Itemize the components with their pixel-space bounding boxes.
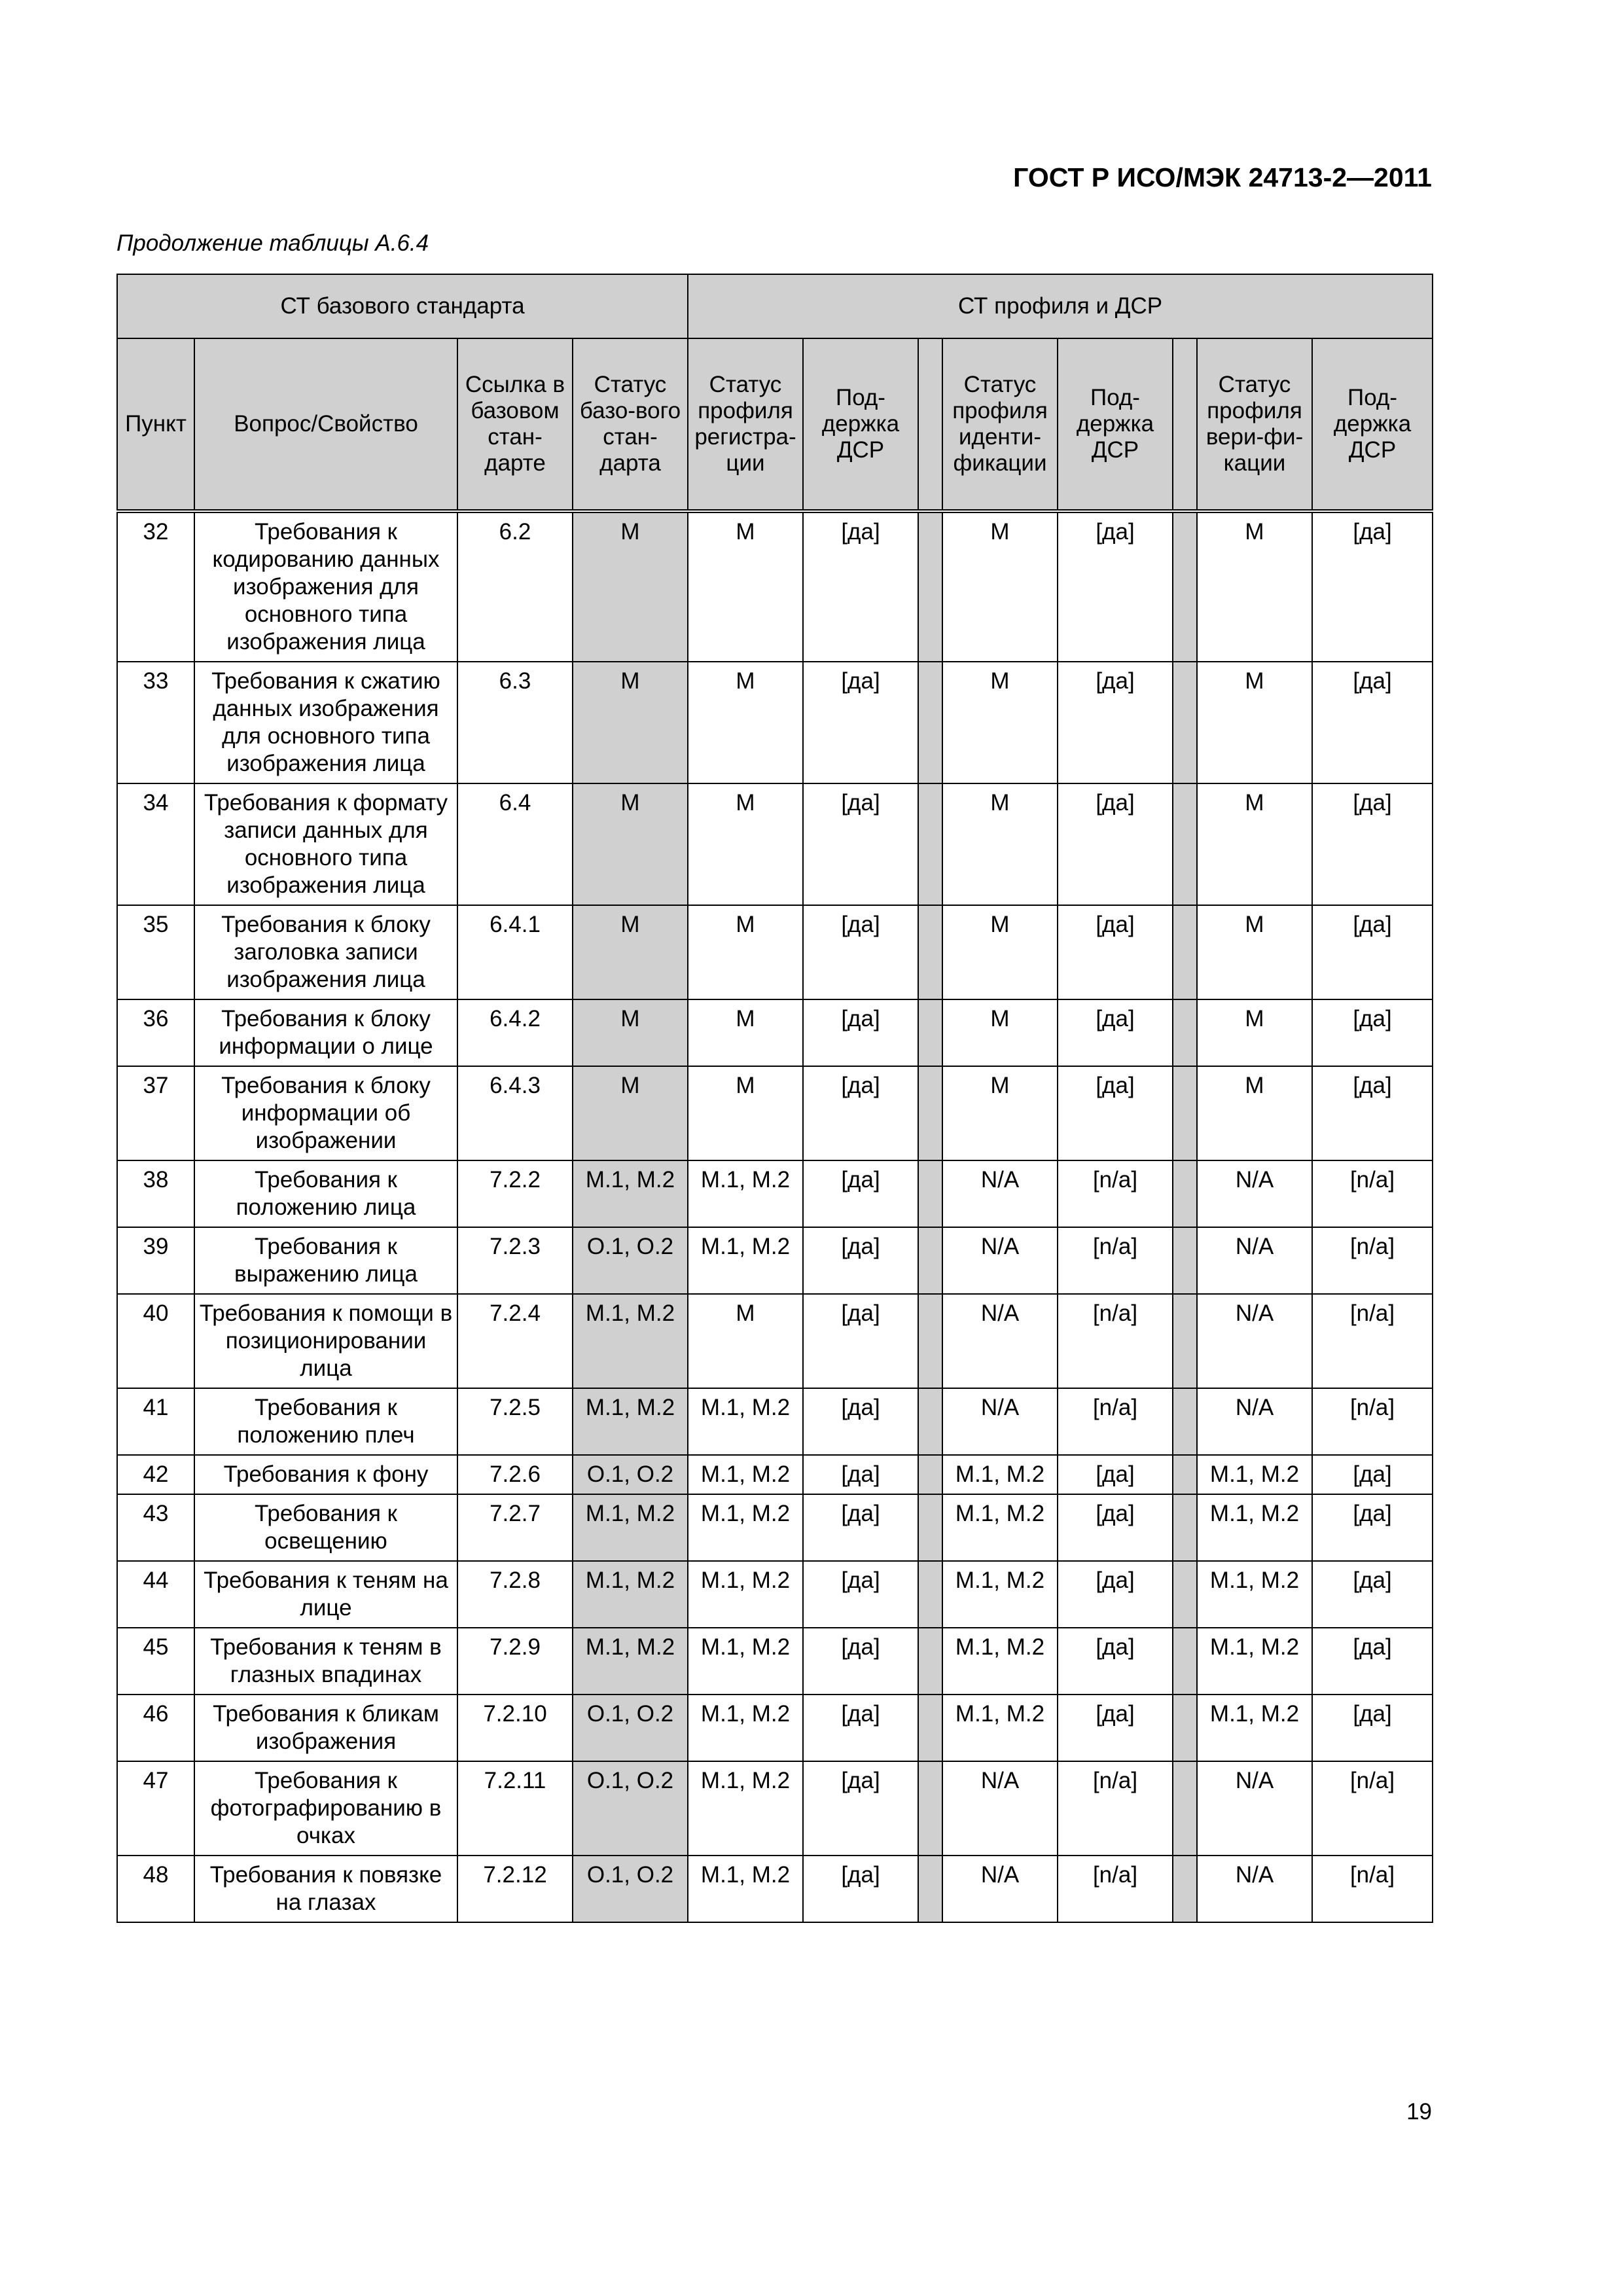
cell-registration-support: [да] — [803, 1561, 918, 1628]
cell-question: Требования к блоку заголовка записи изображения лица — [194, 905, 457, 999]
cell-item-number: 40 — [117, 1294, 194, 1388]
cell-identification-support: [n/a] — [1058, 1388, 1173, 1455]
cell-verification-status: N/A — [1197, 1856, 1312, 1922]
cell-item-number: 34 — [117, 783, 194, 905]
cell-base-ref: 6.3 — [457, 662, 573, 783]
cell-separator — [918, 1160, 942, 1227]
cell-separator — [1173, 1761, 1197, 1856]
cell-separator — [918, 1066, 942, 1160]
cell-item-number: 36 — [117, 999, 194, 1066]
cell-question: Требования к выражению лица — [194, 1227, 457, 1294]
cell-base-status: M — [573, 1066, 688, 1160]
cell-base-ref: 7.2.6 — [457, 1455, 573, 1494]
cell-base-status: M.1, M.2 — [573, 1494, 688, 1561]
cell-base-ref: 6.4.1 — [457, 905, 573, 999]
cell-identification-status: M — [942, 662, 1058, 783]
cell-verification-status: N/A — [1197, 1160, 1312, 1227]
cell-registration-status: M — [688, 783, 803, 905]
cell-identification-support: [да] — [1058, 1561, 1173, 1628]
table-row — [117, 1455, 1433, 1494]
table-row — [117, 1494, 1433, 1561]
col-header-identification-status: Статус профиля иденти-фикации — [942, 338, 1058, 511]
cell-verification-support: [n/a] — [1312, 1388, 1433, 1455]
cell-question: Требования к помощи в позиционировании лица — [194, 1294, 457, 1388]
cell-identification-status: N/A — [942, 1160, 1058, 1227]
cell-base-status: M — [573, 999, 688, 1066]
cell-base-status: O.1, O.2 — [573, 1227, 688, 1294]
cell-item-number: 35 — [117, 905, 194, 999]
cell-verification-status: N/A — [1197, 1227, 1312, 1294]
cell-verification-status: N/A — [1197, 1761, 1312, 1856]
cell-separator — [1173, 1227, 1197, 1294]
cell-base-ref: 7.2.10 — [457, 1695, 573, 1761]
cell-question: Требования к фотографированию в очках — [194, 1761, 457, 1856]
cell-verification-support: [n/a] — [1312, 1160, 1433, 1227]
cell-registration-support: [да] — [803, 1494, 918, 1561]
cell-separator — [1173, 1160, 1197, 1227]
cell-question: Требования к положению плеч — [194, 1388, 457, 1455]
cell-separator — [918, 1294, 942, 1388]
cell-verification-status: M — [1197, 511, 1312, 662]
cell-separator — [918, 662, 942, 783]
cell-registration-support: [да] — [803, 1160, 918, 1227]
cell-separator — [1173, 662, 1197, 783]
table-row — [117, 1856, 1433, 1922]
table-row — [117, 1066, 1433, 1160]
cell-separator — [1173, 1561, 1197, 1628]
cell-identification-status: M.1, M.2 — [942, 1695, 1058, 1761]
cell-separator — [1173, 905, 1197, 999]
cell-verification-support: [да] — [1312, 905, 1433, 999]
cell-registration-status: M.1, M.2 — [688, 1856, 803, 1922]
cell-registration-support: [да] — [803, 1695, 918, 1761]
group-header-base: СТ базового стандарта — [117, 274, 688, 338]
cell-registration-support: [да] — [803, 662, 918, 783]
cell-verification-status: M — [1197, 1066, 1312, 1160]
cell-registration-support: [да] — [803, 1066, 918, 1160]
cell-base-status: M — [573, 905, 688, 999]
cell-identification-support: [n/a] — [1058, 1856, 1173, 1922]
cell-base-ref: 7.2.5 — [457, 1388, 573, 1455]
col-header-identification-support: Под-держка ДСР — [1058, 338, 1173, 511]
cell-question: Требования к фону — [194, 1455, 457, 1494]
cell-separator — [918, 905, 942, 999]
col-header-base-ref: Ссылка в базовом стан-дарте — [457, 338, 573, 511]
cell-question: Требования к бликам изображения — [194, 1695, 457, 1761]
cell-registration-status: M — [688, 905, 803, 999]
cell-item-number: 42 — [117, 1455, 194, 1494]
cell-verification-status: M — [1197, 662, 1312, 783]
cell-identification-support: [да] — [1058, 905, 1173, 999]
cell-separator — [1173, 1856, 1197, 1922]
table-row — [117, 1227, 1433, 1294]
cell-registration-support: [да] — [803, 1628, 918, 1695]
cell-separator — [1173, 1066, 1197, 1160]
cell-item-number: 44 — [117, 1561, 194, 1628]
cell-item-number: 47 — [117, 1761, 194, 1856]
cell-verification-support: [n/a] — [1312, 1227, 1433, 1294]
cell-question: Требования к кодированию данных изображения для основного типа изображения лица — [194, 511, 457, 662]
cell-separator — [1173, 1494, 1197, 1561]
cell-verification-status: M.1, M.2 — [1197, 1695, 1312, 1761]
cell-base-status: M.1, M.2 — [573, 1160, 688, 1227]
cell-registration-support: [да] — [803, 905, 918, 999]
cell-identification-support: [n/a] — [1058, 1227, 1173, 1294]
cell-registration-status: M.1, M.2 — [688, 1227, 803, 1294]
cell-identification-status: N/A — [942, 1856, 1058, 1922]
cell-identification-status: M — [942, 905, 1058, 999]
cell-verification-status: M — [1197, 783, 1312, 905]
cell-identification-status: M.1, M.2 — [942, 1561, 1058, 1628]
cell-identification-support: [да] — [1058, 999, 1173, 1066]
cell-registration-status: M — [688, 511, 803, 662]
cell-identification-support: [да] — [1058, 1455, 1173, 1494]
cell-question: Требования к блоку информации о лице — [194, 999, 457, 1066]
cell-identification-support: [да] — [1058, 1066, 1173, 1160]
cell-separator — [1173, 1455, 1197, 1494]
cell-question: Требования к положению лица — [194, 1160, 457, 1227]
cell-base-ref: 6.4 — [457, 783, 573, 905]
cell-registration-status: M.1, M.2 — [688, 1494, 803, 1561]
cell-registration-status: M — [688, 1294, 803, 1388]
cell-verification-status: M — [1197, 999, 1312, 1066]
cell-registration-status: M.1, M.2 — [688, 1695, 803, 1761]
cell-verification-support: [да] — [1312, 1494, 1433, 1561]
col-header-verification-status: Статус профиля вери-фи-кации — [1197, 338, 1312, 511]
cell-question: Требования к блоку информации об изображении — [194, 1066, 457, 1160]
cell-separator — [918, 999, 942, 1066]
col-separator — [918, 338, 942, 511]
cell-base-status: O.1, O.2 — [573, 1761, 688, 1856]
cell-verification-support: [да] — [1312, 783, 1433, 905]
cell-base-ref: 7.2.4 — [457, 1294, 573, 1388]
col-separator — [1173, 338, 1197, 511]
cell-registration-support: [да] — [803, 999, 918, 1066]
col-header-registration-support: Под-держка ДСР — [803, 338, 918, 511]
col-header-registration-status: Статус профиля регистра-ции — [688, 338, 803, 511]
cell-item-number: 37 — [117, 1066, 194, 1160]
cell-verification-status: M.1, M.2 — [1197, 1628, 1312, 1695]
cell-separator — [1173, 783, 1197, 905]
table-row — [117, 1561, 1433, 1628]
cell-question: Требования к теням на лице — [194, 1561, 457, 1628]
cell-item-number: 48 — [117, 1856, 194, 1922]
cell-verification-support: [n/a] — [1312, 1294, 1433, 1388]
cell-separator — [1173, 1388, 1197, 1455]
cell-separator — [918, 783, 942, 905]
cell-base-ref: 7.2.9 — [457, 1628, 573, 1695]
table-row — [117, 662, 1433, 783]
table-caption: Продолжение таблицы А.6.4 — [116, 230, 429, 256]
cell-verification-support: [да] — [1312, 662, 1433, 783]
cell-base-status: O.1, O.2 — [573, 1455, 688, 1494]
col-header-verification-support: Под-держка ДСР — [1312, 338, 1433, 511]
cell-separator — [1173, 1695, 1197, 1761]
cell-verification-support: [да] — [1312, 999, 1433, 1066]
cell-verification-status: M.1, M.2 — [1197, 1494, 1312, 1561]
cell-base-status: M — [573, 783, 688, 905]
cell-verification-support: [да] — [1312, 511, 1433, 662]
cell-registration-support: [да] — [803, 1761, 918, 1856]
cell-identification-status: N/A — [942, 1388, 1058, 1455]
cell-registration-support: [да] — [803, 783, 918, 905]
cell-registration-status: M — [688, 1066, 803, 1160]
cell-separator — [918, 1695, 942, 1761]
cell-separator — [1173, 1294, 1197, 1388]
cell-question: Требования к сжатию данных изображения для основного типа изображения лица — [194, 662, 457, 783]
cell-registration-status: M.1, M.2 — [688, 1628, 803, 1695]
cell-base-status: O.1, O.2 — [573, 1695, 688, 1761]
cell-verification-support: [n/a] — [1312, 1856, 1433, 1922]
cell-registration-support: [да] — [803, 1294, 918, 1388]
cell-base-ref: 6.4.2 — [457, 999, 573, 1066]
table-row — [117, 905, 1433, 999]
cell-base-status: M.1, M.2 — [573, 1628, 688, 1695]
cell-registration-support: [да] — [803, 1455, 918, 1494]
table-row — [117, 511, 1433, 662]
cell-item-number: 38 — [117, 1160, 194, 1227]
cell-separator — [918, 1856, 942, 1922]
cell-question: Требования к повязке на глазах — [194, 1856, 457, 1922]
cell-verification-status: N/A — [1197, 1388, 1312, 1455]
cell-registration-status: M.1, M.2 — [688, 1455, 803, 1494]
table-row — [117, 783, 1433, 905]
cell-item-number: 32 — [117, 511, 194, 662]
cell-verification-status: M — [1197, 905, 1312, 999]
cell-base-ref: 6.4.3 — [457, 1066, 573, 1160]
cell-verification-support: [n/a] — [1312, 1761, 1433, 1856]
cell-registration-status: M — [688, 662, 803, 783]
cell-identification-status: M — [942, 511, 1058, 662]
col-header-item: Пункт — [117, 338, 194, 511]
col-header-base-status: Статус базо-вого стан-дарта — [573, 338, 688, 511]
cell-base-ref: 7.2.12 — [457, 1856, 573, 1922]
standard-table — [116, 274, 1433, 1923]
cell-base-ref: 6.2 — [457, 511, 573, 662]
cell-base-ref: 7.2.2 — [457, 1160, 573, 1227]
cell-identification-status: M — [942, 783, 1058, 905]
table-row — [117, 1628, 1433, 1695]
cell-identification-support: [да] — [1058, 1628, 1173, 1695]
cell-identification-support: [да] — [1058, 1695, 1173, 1761]
cell-registration-status: M — [688, 999, 803, 1066]
cell-identification-support: [да] — [1058, 1494, 1173, 1561]
table-row — [117, 1160, 1433, 1227]
cell-verification-status: M.1, M.2 — [1197, 1561, 1312, 1628]
group-header-profile: СТ профиля и ДСР — [688, 274, 1433, 338]
cell-separator — [918, 1761, 942, 1856]
cell-registration-support: [да] — [803, 1227, 918, 1294]
cell-identification-support: [да] — [1058, 662, 1173, 783]
cell-identification-status: N/A — [942, 1294, 1058, 1388]
cell-question: Требования к формату записи данных для основного типа изображения лица — [194, 783, 457, 905]
cell-identification-status: N/A — [942, 1227, 1058, 1294]
cell-registration-status: M.1, M.2 — [688, 1561, 803, 1628]
cell-base-status: M.1, M.2 — [573, 1294, 688, 1388]
cell-identification-support: [n/a] — [1058, 1294, 1173, 1388]
cell-registration-status: M.1, M.2 — [688, 1761, 803, 1856]
cell-base-status: O.1, O.2 — [573, 1856, 688, 1922]
cell-base-status: M.1, M.2 — [573, 1388, 688, 1455]
cell-item-number: 45 — [117, 1628, 194, 1695]
cell-base-ref: 7.2.8 — [457, 1561, 573, 1628]
cell-identification-status: M.1, M.2 — [942, 1628, 1058, 1695]
cell-separator — [918, 1628, 942, 1695]
cell-identification-status: M.1, M.2 — [942, 1455, 1058, 1494]
cell-identification-support: [n/a] — [1058, 1160, 1173, 1227]
cell-verification-status: N/A — [1197, 1294, 1312, 1388]
cell-item-number: 41 — [117, 1388, 194, 1455]
col-header-question: Вопрос/Свойство — [194, 338, 457, 511]
cell-identification-support: [да] — [1058, 511, 1173, 662]
cell-item-number: 39 — [117, 1227, 194, 1294]
cell-identification-status: M.1, M.2 — [942, 1494, 1058, 1561]
cell-separator — [918, 1227, 942, 1294]
document-header: ГОСТ Р ИСО/МЭК 24713-2—2011 — [1013, 162, 1432, 192]
cell-base-status: M — [573, 511, 688, 662]
page-number: 19 — [1406, 2099, 1432, 2125]
table-body — [117, 511, 1433, 1922]
cell-identification-support: [n/a] — [1058, 1761, 1173, 1856]
cell-identification-status: M — [942, 999, 1058, 1066]
cell-verification-status: M.1, M.2 — [1197, 1455, 1312, 1494]
cell-item-number: 33 — [117, 662, 194, 783]
cell-base-status: M — [573, 662, 688, 783]
cell-item-number: 46 — [117, 1695, 194, 1761]
cell-separator — [1173, 999, 1197, 1066]
table-row — [117, 1294, 1433, 1388]
cell-registration-status: M.1, M.2 — [688, 1160, 803, 1227]
cell-separator — [918, 1388, 942, 1455]
cell-separator — [918, 1455, 942, 1494]
cell-identification-support: [да] — [1058, 783, 1173, 905]
cell-registration-support: [да] — [803, 511, 918, 662]
cell-separator — [918, 1494, 942, 1561]
cell-question: Требования к теням в глазных впадинах — [194, 1628, 457, 1695]
cell-separator — [918, 1561, 942, 1628]
cell-base-ref: 7.2.7 — [457, 1494, 573, 1561]
table-row — [117, 1695, 1433, 1761]
cell-base-ref: 7.2.3 — [457, 1227, 573, 1294]
table-row — [117, 1388, 1433, 1455]
cell-verification-support: [да] — [1312, 1066, 1433, 1160]
cell-base-status: M.1, M.2 — [573, 1561, 688, 1628]
cell-verification-support: [да] — [1312, 1695, 1433, 1761]
cell-verification-support: [да] — [1312, 1628, 1433, 1695]
cell-registration-status: M.1, M.2 — [688, 1388, 803, 1455]
cell-separator — [918, 511, 942, 662]
table-row — [117, 1761, 1433, 1856]
cell-item-number: 43 — [117, 1494, 194, 1561]
cell-verification-support: [да] — [1312, 1561, 1433, 1628]
cell-separator — [1173, 511, 1197, 662]
cell-verification-support: [да] — [1312, 1455, 1433, 1494]
cell-question: Требования к освещению — [194, 1494, 457, 1561]
cell-identification-status: N/A — [942, 1761, 1058, 1856]
cell-registration-support: [да] — [803, 1388, 918, 1455]
cell-base-ref: 7.2.11 — [457, 1761, 573, 1856]
table-row — [117, 999, 1433, 1066]
cell-identification-status: M — [942, 1066, 1058, 1160]
cell-registration-support: [да] — [803, 1856, 918, 1922]
cell-separator — [1173, 1628, 1197, 1695]
